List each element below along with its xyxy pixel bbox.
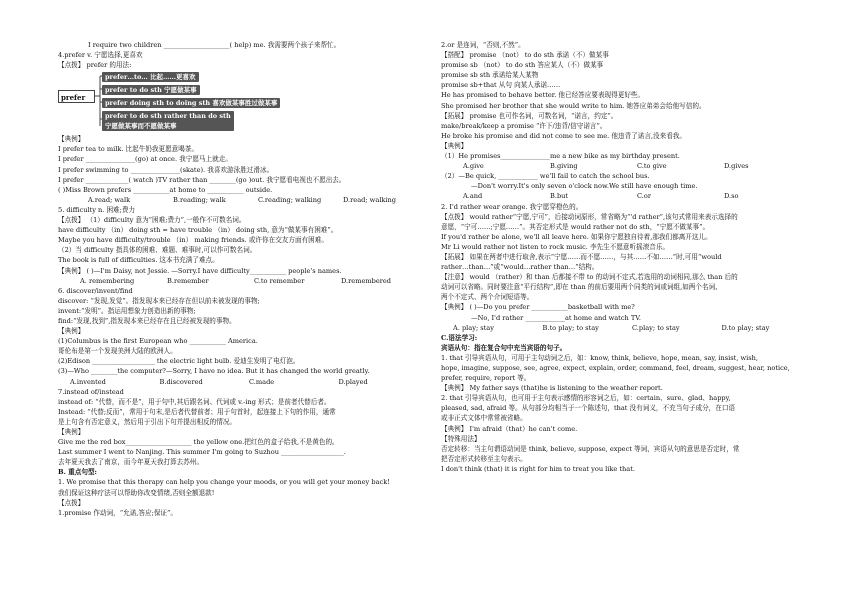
diagram-branch-line: 宁愿做某事而不愿做某事 bbox=[105, 122, 177, 131]
diagram-branch bbox=[102, 111, 234, 131]
text-line: 把否定形式转移至主句表示。 bbox=[441, 454, 527, 463]
text-line: I prefer swimming to _______________(skate). 我喜欢游泳胜过滑冰。 bbox=[58, 165, 274, 174]
text-line: 【典例】 My father says (that)he is listening to the weather report. bbox=[441, 384, 663, 393]
text-line: hope, imagine, suppose, see, agree, expect, explain, order, command, feel, dream, suggest, hear, notice, bbox=[441, 364, 790, 372]
text-line: （2）当 difficulty 指具体的困难、难题、难事时,可以作可数名词。 bbox=[58, 246, 257, 255]
text-line: 1. We promise that this therapy can help you change your moods, or you will get your money back! bbox=[58, 478, 390, 487]
text-line: —No, I'd rather ____________at home and watch TV. bbox=[471, 313, 641, 322]
diagram-branch: prefer doing sth to doing sth 喜欢做某事胜过做某事 bbox=[102, 98, 280, 108]
option: C.made bbox=[249, 377, 275, 386]
option: D.played bbox=[338, 377, 368, 386]
section-heading: B. 重点句型: bbox=[58, 468, 97, 477]
option: C.to remember bbox=[254, 276, 305, 285]
option: B.reading; walk bbox=[173, 195, 226, 204]
diagram-branch-line: prefer to do sth rather than do sth bbox=[105, 112, 231, 121]
prefer-usage-diagram bbox=[58, 72, 428, 132]
option: C.play; to stay bbox=[632, 323, 680, 332]
example-heading: 【典例】 bbox=[441, 141, 468, 150]
text-line: Mr Li would rather not listen to rock music. 李先生不愿意听摇滚音乐。 bbox=[441, 242, 670, 251]
section-heading: C.语法学习: bbox=[441, 333, 478, 342]
text-line: 【拓展】 如果在两者中进行取舍,表示“宁愿……而不愿……，与其……不如……”时,可用“would bbox=[441, 252, 722, 261]
text-line: She promised her brother that she would write to him. 她答应弟弟会给他写信的。 bbox=[441, 101, 706, 110]
text-line: promise sb （not） to do sth 答应某人（不）做某事 bbox=[441, 61, 604, 70]
example-heading: 【典例】 bbox=[58, 327, 85, 336]
text-line: 1.promise 作动词，“允诺,答应;保证”。 bbox=[58, 508, 177, 517]
text-line: 【点拨】 would rather“宁愿,宁可”，后接动词原形，常省略为“'d rather”,该句式常用来表示选择的 bbox=[441, 212, 738, 221]
text-line: I prefer tea to milk. 比起牛奶我更愿意喝茶。 bbox=[58, 145, 199, 154]
answer-options bbox=[58, 276, 428, 286]
grammar-definition: 宾语从句：指在复合句中充当宾语的句子。 bbox=[441, 343, 567, 352]
text-line: —Don't worry.It's only seven o'clock now.We still have enough time. bbox=[471, 182, 698, 191]
option: B.to play; to stay bbox=[542, 323, 599, 332]
text-line: pleased, sad, afraid 等。从句部分均相当于一个陈述句，that 没有词义，不充当句子成分，在口语 bbox=[441, 404, 736, 413]
question-line: (3)—Who ________the computer?—Sorry, I have no idea. But it has changed the world greatly. bbox=[58, 367, 370, 376]
text-line: 【点拨】 （1）difficulty 意为“困难;费力”,一般作不可数名词。 bbox=[58, 216, 246, 225]
text-line: The book is full of difficulties. 这本书充满了难点。 bbox=[58, 256, 219, 265]
text-line: 【拓展】 promise 也可作名词，可数名词，“诺言，约定”。 bbox=[441, 111, 618, 120]
example-heading: 【典例】 bbox=[58, 135, 85, 144]
text-line: 【搭配】 promise （not） to do sth 承诺（不）做某事 bbox=[441, 51, 609, 60]
option: D.to play; stay bbox=[721, 323, 770, 332]
section-heading: 4.prefer v. 宁愿选择,更喜欢 bbox=[58, 51, 143, 60]
text-line: 否定转移：当主句谓语动词是 think, believe, suppose, expect 等词，宾语从句的意思是否定时，常 bbox=[441, 444, 740, 453]
text-line: Instead: “代替;反而”，常用于句末,是后者代替前者；用于句首时，起连接上下句的作用，通常 bbox=[58, 407, 336, 416]
answer-options bbox=[441, 323, 811, 333]
diagram-branch: prefer to do sth 宁愿做某事 bbox=[102, 85, 200, 95]
text-line: have difficulty （in） doing sth = have trouble （in） doing sth, 意为“做某事有困难”。 bbox=[58, 226, 338, 235]
text-line: If you'd rather be alone, we'll all leave here. 如果你宁愿独自待着,那我们都离开这儿。 bbox=[441, 232, 712, 241]
answer-options bbox=[58, 377, 428, 387]
answer-options bbox=[441, 191, 811, 201]
section-heading: 7.instead of/instead bbox=[58, 387, 124, 396]
text-line: I prefer _____________( watch )TV rather than ________(go )out. 我宁愿看电视也不愿出去。 bbox=[58, 175, 346, 184]
answer-options bbox=[441, 161, 811, 171]
option: A.and bbox=[463, 192, 483, 201]
text-line: 两个不定式、两个介词短语等。 bbox=[441, 293, 534, 302]
answer-options bbox=[58, 195, 428, 205]
text-line: 或非正式文体中常常被省略。 bbox=[441, 414, 527, 423]
option: C.reading; walking bbox=[258, 195, 322, 204]
text-line: (1)Columbus is the first European who ___________ America. bbox=[58, 337, 258, 346]
option: B.giving bbox=[550, 162, 578, 171]
text-line: Maybe you have difficulty/trouble （in） making friends. 或许你在交友方面有困难。 bbox=[58, 236, 328, 245]
text-line: 1. that 引导宾语从句，可用于主句动词之后，如：know, think, believe, hope, mean, say, insist, wish, bbox=[441, 353, 758, 362]
question-line: （1）He promises_______________me a new bike as my birthday present. bbox=[441, 152, 680, 161]
question-line: （2）—Be quick, ____________ we'll fail to catch the school bus. bbox=[441, 172, 650, 181]
text-line: instead of: “代替，而不是”，用于句中,其后跟名词、代词或 v.-ing 形式；是前者代替后者。 bbox=[58, 397, 331, 406]
diagram-branch: prefer…to… 比起……更喜欢 bbox=[102, 72, 199, 82]
text-line: I prefer _______________(go) at once. 我宁愿马上就走。 bbox=[58, 155, 232, 164]
text-line: Last summer I went to Nanjing. This summer I'm going to Suzhou ___________________. bbox=[58, 448, 346, 457]
option: D.remembered bbox=[341, 276, 392, 285]
right-column bbox=[441, 40, 811, 474]
text-line: 动词可以省略。同时要注意“平行结构”,即在 than 的前后要用两个同类的词或词组,如两个名词、 bbox=[441, 283, 722, 292]
text-line: (2)Edison ___________________ the electric light bulb. 爱迪生发明了电灯泡。 bbox=[58, 357, 300, 366]
option: D.so bbox=[724, 192, 739, 201]
section-heading: 5. difficulty n. 困难;费力 bbox=[58, 205, 136, 214]
section-heading: 2. I'd rather wear orange. 我宁愿穿橙色的。 bbox=[441, 202, 583, 211]
option: A.invented bbox=[70, 377, 106, 386]
option: A. play; stay bbox=[453, 323, 494, 332]
option: B.but bbox=[550, 192, 569, 201]
option: A. remembering bbox=[80, 276, 135, 285]
question-line: ( )Miss Brown prefers ___________at home to ___________ outside. bbox=[58, 185, 273, 194]
text-line: 【注意】 would （rather）和 than 后都接不带 to 的动词不定式,若选用的动词相同,那么 than 后的 bbox=[441, 273, 738, 282]
question-line: 【典例】 ( )—I'm Daisy, not Jessie. —Sorry.I have difficulty___________ people's names. bbox=[58, 266, 342, 275]
option: C.or bbox=[637, 192, 652, 201]
text-line: I require two children ____________________( help) me. 我需要两个孩子来帮忙。 bbox=[88, 41, 341, 49]
text-line: 2. that 引导宾语从句，也可用于主句表示感情的形容词之后，如：certain、sure、glad、happy, bbox=[441, 394, 731, 403]
text-line: find:“发现,找到”,指发现本来已经存在且已经被发现的事物。 bbox=[58, 316, 236, 325]
text-line: 意愿，“宁可……;宁愿……”。其否定形式是 would rather not do sth，“宁愿不做某事”。 bbox=[441, 222, 710, 231]
option: D.gives bbox=[724, 162, 749, 171]
text-line: invent:“发明”。指运用想象力创造出新的事物; bbox=[58, 306, 196, 315]
tip-heading: 【点拨】 prefer 的用法: bbox=[58, 61, 132, 70]
text-line: 我们保证这种疗法可以帮助你改变情绪,否则全额退款! bbox=[58, 488, 215, 497]
option: B.discovered bbox=[159, 377, 203, 386]
tip-heading: 【点拨】 bbox=[58, 498, 85, 507]
tip-heading: 【特殊用法】 bbox=[441, 434, 481, 443]
option: A.read; walk bbox=[88, 195, 131, 204]
text-line: discover: “发现,发觉”。指发现本来已经存在但以前未被发现的事物; bbox=[58, 296, 260, 305]
option: C.to give bbox=[637, 162, 667, 171]
text-line: 是上句含有否定意义，然后用于引出下句并提出相反的情况。 bbox=[58, 417, 237, 426]
text-line: prefer, require, report 等。 bbox=[441, 374, 531, 383]
left-column bbox=[58, 40, 428, 518]
text-line: 去年夏天我去了南京，而今年夏天我打算去苏州。 bbox=[58, 458, 204, 467]
question-line: 【典例】 ( )—Do you prefer ___________basketball with me? bbox=[441, 303, 635, 312]
text-line: promise sb+that 从句 向某人承诺…… bbox=[441, 81, 561, 90]
text-line: 2.or 是连词，“否则,不然”。 bbox=[441, 41, 525, 49]
text-line: I don't think (that) it is right for him to treat you like that. bbox=[441, 464, 635, 473]
text-line: He has promised to behave better. 他已经答应要表现得更好些。 bbox=[441, 91, 645, 100]
text-line: rather…than…”或“would…rather than…”结构。 bbox=[441, 263, 599, 272]
option: B.remember bbox=[167, 276, 209, 285]
example-heading: 【典例】 bbox=[58, 428, 85, 436]
text-line: Give me the red box____________________ the yellow one.把红色的盒子给我,不是黄色的。 bbox=[58, 438, 339, 447]
option: A.give bbox=[463, 162, 484, 171]
text-line: He broke his promise and did not come to see me. 他违背了诺言,没来看我。 bbox=[441, 131, 686, 140]
text-line: promise sb sth 承诺给某人某物 bbox=[441, 71, 539, 80]
diagram-root: prefer bbox=[58, 90, 95, 103]
section-heading: 6. discover/invent/find bbox=[58, 286, 133, 295]
text-line: 【典例】 I'm afraid（that）he can't come. bbox=[441, 424, 578, 433]
text-line: 哥伦布是第一个发现美洲大陆的欧洲人。 bbox=[58, 347, 177, 356]
text-line: make/break/keep a promise “许下/违背/信守诺言”。 bbox=[441, 121, 607, 130]
option: D.read; walking bbox=[343, 195, 396, 204]
